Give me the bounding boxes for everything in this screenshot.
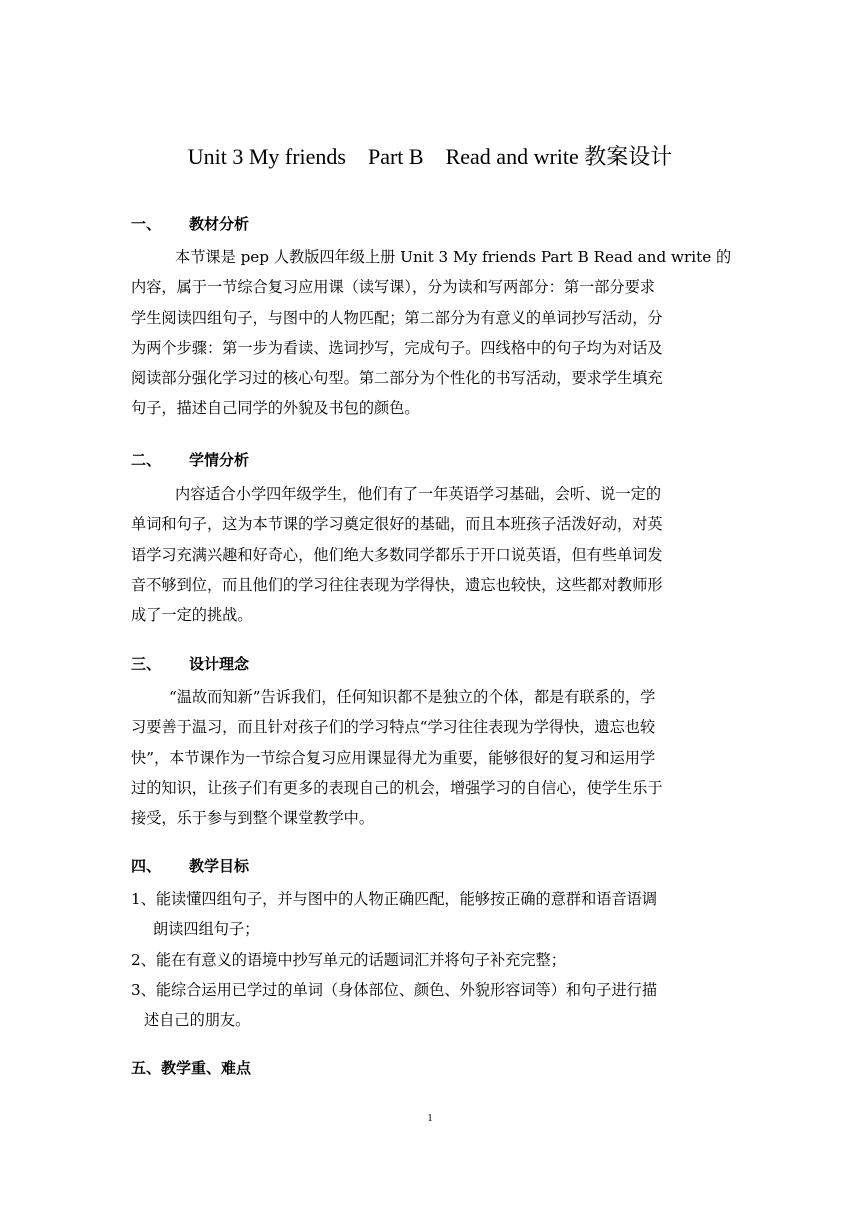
section-number: 一、 — [131, 215, 162, 233]
list-item: 3、能综合运用已学过的单词（身体部位、颜色、外貌形容词等）和句子进行描 — [131, 980, 658, 999]
text-line: 学生阅读四组句子，与图中的人物匹配；第二部分为有意义的单词抄写活动，分 — [131, 308, 663, 327]
text-line: 述自己的朋友。 — [144, 1011, 251, 1030]
text-line: 本节课是 pep 人教版四年级上册 Unit 3 My friends Part B Read and write 的 — [175, 248, 732, 266]
list-item: 2、能在有意义的语境中抄写单元的话题词汇并将句子补充完整； — [131, 950, 566, 969]
section-heading-3 — [131, 652, 249, 676]
section-body-1 — [131, 242, 731, 424]
section-heading-2 — [131, 448, 249, 472]
text-line: 音不够到位，而且他们的学习往往表现为学得快，遗忘也较快，这些都对教师形 — [131, 575, 663, 594]
text-line: 快”，本节课作为一节综合复习应用课显得尤为重要，能够很好的复习和运用学 — [131, 748, 656, 767]
section-body-4 — [131, 884, 731, 1035]
text-line: 阅读部分强化学习过的核心句型。第二部分为个性化的书写活动，要求学生填充 — [131, 369, 663, 388]
section-title: 学情分析 — [189, 451, 250, 469]
text-line: 朗读四组句子； — [153, 920, 260, 939]
section-number: 二、 — [131, 451, 162, 469]
section-title: 教材分析 — [189, 215, 250, 233]
text-line: 内容，属于一节综合复习应用课（读写课），分为读和写两部分：第一部分要求 — [131, 278, 655, 297]
section-heading-5: 五、教学重、难点 — [131, 1059, 252, 1077]
section-title: 教学目标 — [189, 857, 250, 875]
text-line: “温故而知新”告诉我们，任何知识都不是独立的个体，都是有联系的，学 — [169, 688, 656, 706]
text-line: 单词和句子，这为本节课的学习奠定很好的基础，而且本班孩子活泼好动，对英 — [131, 515, 663, 534]
section-number: 三、 — [131, 655, 162, 673]
text-line: 语学习充满兴趣和好奇心，他们绝大多数同学都乐于开口说英语，但有些单词发 — [131, 545, 663, 564]
section-title: 设计理念 — [189, 655, 250, 673]
section-heading-4 — [131, 854, 249, 878]
page-title: Unit 3 My friends Part B Read and write 教案设计 — [187, 144, 673, 169]
text-line: 句子，描述自己同学的外貌及书包的颜色。 — [131, 399, 420, 418]
section-body-3 — [131, 682, 731, 833]
text-line: 内容适合小学四年级学生，他们有了一年英语学习基础，会听、说一定的 — [175, 485, 661, 503]
text-line: 过的知识，让孩子们有更多的表现自己的机会，增强学习的自信心，使学生乐于 — [131, 778, 663, 797]
section-number: 四、 — [131, 857, 162, 875]
text-line: 习要善于温习，而且针对孩子们的学习特点“学习往往表现为学得快，遗忘也较 — [131, 718, 656, 737]
text-line: 成了一定的挑战。 — [131, 606, 253, 625]
section-heading-1 — [131, 212, 249, 236]
page-number: 1 — [427, 1112, 433, 1124]
section-body-2 — [131, 479, 731, 630]
text-line: 接受，乐于参与到整个课堂教学中。 — [131, 809, 374, 828]
text-line: 为两个步骤：第一步为看读、选词抄写，完成句子。四线格中的句子均为对话及 — [131, 338, 663, 357]
list-item: 1、能读懂四组句子，并与图中的人物正确匹配，能够按正确的意群和语音语调 — [131, 890, 658, 908]
